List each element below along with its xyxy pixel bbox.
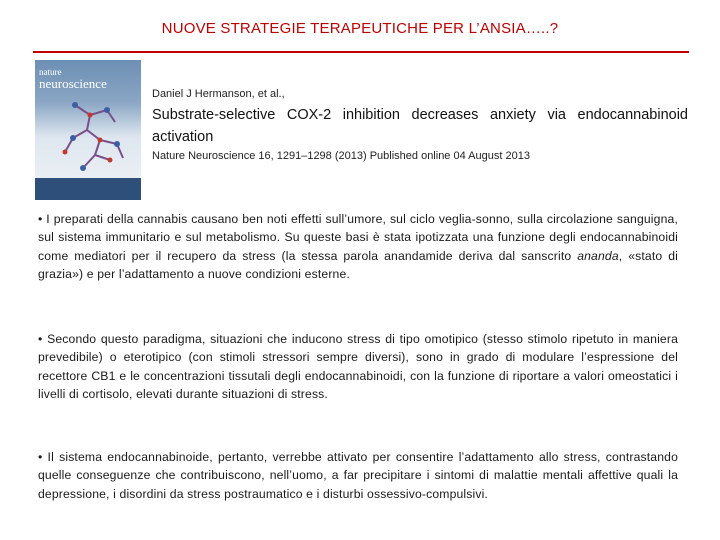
paragraph-text: I preparati della cannabis causano ben noti effetti sull’umore, sul ciclo veglia-sonno, sulla circolazione sanguigna, sul sistema immunitario e sul metabolismo. Su queste basi è stata ipotizzata una funzione degli endocannabinoidi come mediatori per il recupero da stress (la stessa parola anandamide deriva dal sanscrito — [38, 212, 678, 263]
journal-cover-image — [35, 60, 141, 200]
cover-footer-band — [35, 178, 141, 200]
paragraph-text: Il sistema endocannabinoide, pertanto, verrebbe attivato per consentire l’adattamento allo stress, contrastando quelle conseguenze che contribuiscono, nell’uomo, a far precipitare i sintomi di malattie mentali affettive quali la depressione, i disordini da stress postraumatico e i disturbi ossessivo-compulsivi. — [38, 450, 678, 501]
reference-authors: Daniel J Hermanson, et al., — [152, 88, 285, 100]
paragraph-text: Secondo questo paradigma, situazioni che inducono stress di tipo omotipico (stesso stimolo ripetuto in maniera prevedibile) o eterotipico (con stimoli stressori sempre diversi), sono in grado di modulare l’espressione del recettore CB1 e le concentrazioni tissutali degli endocannabinoidi, con la funzione di riportare a valori omeostatici i livelli di cortisolo, elevati durante situazioni di stress. — [38, 332, 678, 402]
cover-masthead-large: neuroscience — [39, 76, 107, 91]
reference-article-title: Substrate-selective COX-2 inhibition decreases anxiety via endocannabinoid activation — [152, 107, 688, 145]
title-divider — [33, 51, 689, 53]
bullet-paragraph-3 — [38, 448, 678, 503]
bullet-marker: • — [38, 212, 43, 226]
paragraph-text: , «stato di grazia») e per l’adattamento a nuove condizioni esterne. — [38, 248, 678, 282]
cover-masthead-small: nature — [39, 67, 62, 77]
bullet-marker: • — [38, 332, 43, 346]
bullet-paragraph-1 — [38, 210, 678, 284]
reference-journal: Nature Neuroscience 16, 1291–1298 (2013) Published online 04 August 2013 — [152, 150, 530, 162]
bullet-marker: • — [38, 450, 43, 464]
slide-title: NUOVE STRATEGIE TERAPEUTICHE PER L’ANSIA…..? — [161, 20, 559, 37]
bullet-paragraph-2 — [38, 330, 678, 404]
paragraph-emphasis: ananda — [577, 248, 619, 263]
